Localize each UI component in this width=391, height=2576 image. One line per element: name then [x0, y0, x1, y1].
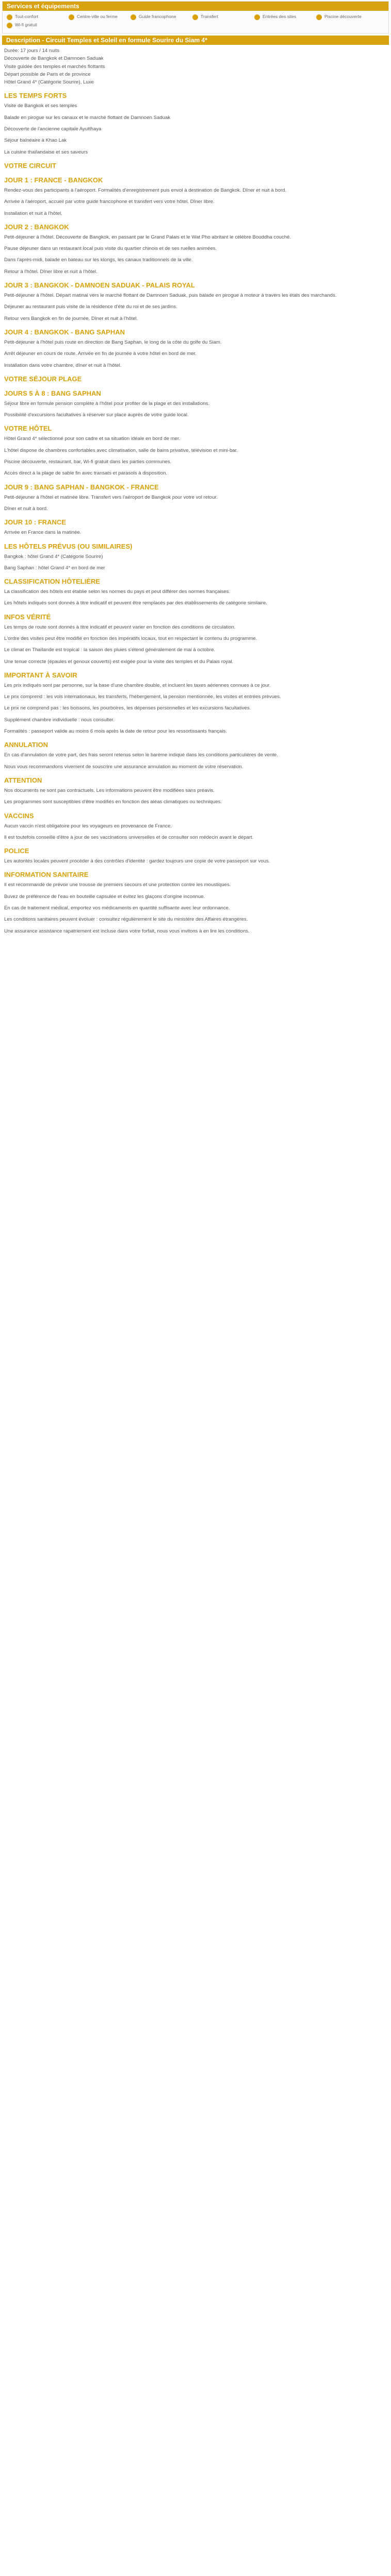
section-paragraph: L'hôtel dispose de chambres confortables avec climatisation, salle de bains privative, télévision et mini-bar.	[4, 447, 238, 453]
section-paragraph: L'ordre des visites peut être modifié en fonction des impératifs locaux, tout en respectant le contenu du programme.	[4, 635, 257, 641]
intro-line: Découverte de Bangkok et Damnoen Saduak	[4, 56, 104, 62]
section-paragraph: Aucun vaccin n'est obligatoire pour les voyageurs en provenance de France.	[4, 823, 172, 829]
section-paragraph: Arrêt déjeuner en cours de route. Arrivée en fin de journée à votre hôtel en bord de mer.	[4, 351, 197, 357]
section-paragraph: Supplément chambre individuelle : nous consulter.	[4, 717, 115, 723]
intro-line: Durée: 17 jours / 14 nuits	[4, 48, 60, 54]
services-list	[3, 11, 388, 29]
section-paragraph: Buvez de préférence de l'eau en bouteille capsulée et évitez les glaçons d'origine inconnue.	[4, 893, 205, 900]
section-paragraph: Installation dans votre chambre, dîner et nuit à l'hôtel.	[4, 362, 122, 368]
section-title: INFORMATION SANITAIRE	[4, 871, 89, 879]
temple-icon	[254, 14, 260, 20]
section-paragraph: Petit-déjeuner à l'hôtel. Découverte de Bangkok, en passant par le Grand Palais et le Wat Pho abritant le célèbre Bouddha couché.	[4, 234, 291, 240]
service-item	[254, 13, 316, 21]
section-paragraph: Séjour balnéaire à Khao Lak	[4, 138, 67, 144]
program-intro	[4, 47, 387, 86]
section-paragraph: Petit-déjeuner à l'hôtel. Départ matinal vers le marché flottant de Damnoen Saduak, puis balade en pirogue à moteur à travers les étals des marchands.	[4, 293, 337, 299]
section-title: VOTRE CIRCUIT	[4, 161, 57, 170]
section-paragraph: Possibilité d'excursions facultatives à réserver sur place auprès de votre guide local.	[4, 412, 189, 418]
section-title: JOUR 2 : BANGKOK	[4, 223, 69, 231]
building-icon	[69, 14, 74, 20]
section-paragraph: Le prix comprend : les vols internationaux, les transferts, l'hébergement, la pension mentionnée, les visites et entrées prévues.	[4, 694, 281, 700]
service-label: Transfert	[201, 14, 218, 20]
section-paragraph: Petit-déjeuner à l'hôtel et matinée libre. Transfert vers l'aéroport de Bangkok pour votre vol retour.	[4, 494, 218, 500]
section-paragraph: Une tenue correcte (épaules et genoux couverts) est exigée pour la visite des temples et du Palais royal.	[4, 658, 234, 665]
section-paragraph: Retour vers Bangkok en fin de journée. Dîner et nuit à l'hôtel.	[4, 315, 138, 321]
section-title: POLICE	[4, 847, 29, 855]
pool-icon	[316, 14, 322, 20]
section-paragraph: Bangkok : hôtel Grand 4* (Catégorie Sourire)	[4, 553, 103, 560]
section-title: JOUR 9 : BANG SAPHAN - BANGKOK - FRANCE	[4, 483, 159, 491]
section-paragraph: Les temps de route sont donnés à titre indicatif et peuvent varier en fonction des conditions de circulation.	[4, 624, 236, 630]
program-title: Description - Circuit Temples et Soleil en formule Sourire du Siam 4*	[2, 36, 389, 45]
services-title: Services et équipements	[3, 2, 388, 11]
section-paragraph: Rendez-vous des participants à l'aéroport. Formalités d'enregistrement puis envol à destination de Bangkok. Dîner et nuit à bord.	[4, 187, 287, 193]
section-title: JOUR 3 : BANGKOK - DAMNOEN SADUAK - PALAIS ROYAL	[4, 281, 195, 290]
section-title: JOUR 10 : FRANCE	[4, 518, 66, 527]
service-label: Guide francophone	[139, 14, 176, 20]
section-paragraph: En cas de traitement médical, emportez vos médicaments en quantité suffisante avec leur ordonnance.	[4, 905, 230, 911]
bed-icon	[7, 14, 12, 20]
section-title: ATTENTION	[4, 776, 42, 784]
section-paragraph: Arrivée à l'aéroport, accueil par votre guide francophone et transfert vers votre hôtel. Dîner libre.	[4, 199, 215, 205]
service-item	[316, 13, 378, 21]
section-paragraph: Les conditions sanitaires peuvent évoluer : consultez régulièrement le site du ministère des Affaires étrangères.	[4, 917, 248, 923]
services-box	[2, 1, 389, 33]
wifi-icon	[7, 23, 12, 28]
guide-icon	[131, 14, 136, 20]
section-paragraph: Il est toutefois conseillé d'être à jour de ses vaccinations universelles et de consulter son médecin avant le départ.	[4, 834, 254, 840]
section-paragraph: Découverte de l'ancienne capitale Ayutthaya	[4, 126, 102, 132]
section-paragraph: Balade en pirogue sur les canaux et le marché flottant de Damnoen Saduak	[4, 114, 171, 121]
section-paragraph: Nous vous recommandons vivement de souscrire une assurance annulation au moment de votre réservation.	[4, 764, 243, 770]
service-label: Piscine découverte	[324, 14, 362, 20]
section-title: LES TEMPS FORTS	[4, 92, 67, 100]
program-content	[0, 45, 391, 935]
section-paragraph: La cuisine thaïlandaise et ses saveurs	[4, 149, 88, 155]
program-sections	[4, 91, 387, 935]
service-item	[192, 13, 254, 21]
section-title: VACCINS	[4, 811, 34, 820]
section-paragraph: Une assurance assistance rapatriement est incluse dans votre forfait, nous vous invitons à en lire les conditions.	[4, 928, 250, 934]
service-item	[7, 13, 69, 21]
section-paragraph: Hôtel Grand 4* sélectionné pour son cadre et sa situation idéale en bord de mer.	[4, 436, 181, 442]
section-paragraph: Les autorités locales peuvent procéder à des contrôles d'identité : gardez toujours une copie de votre passeport sur vous.	[4, 858, 270, 865]
section-paragraph: Formalités : passeport valide au moins 6 mois après la date de retour pour les ressortissants français.	[4, 728, 227, 735]
section-title: VOTRE HÔTEL	[4, 425, 52, 433]
section-title: LES HÔTELS PRÉVUS (OU SIMILAIRES)	[4, 542, 133, 550]
car-icon	[192, 14, 198, 20]
section-paragraph: En cas d'annulation de votre part, des frais seront retenus selon le barème indiqué dans les conditions particulières de vente.	[4, 752, 278, 758]
section-paragraph: Arrivée en France dans la matinée.	[4, 530, 82, 536]
service-label: Centre-ville ou ferme	[77, 14, 118, 20]
section-paragraph: Le climat en Thaïlande est tropical : la saison des pluies s'étend généralement de mai à octobre.	[4, 647, 216, 653]
section-paragraph: Les prix indiqués sont par personne, sur la base d'une chambre double, et incluent les taxes aériennes connues à ce jour.	[4, 682, 271, 688]
section-paragraph: Il est recommandé de prévoir une trousse de premiers secours et une protection contre les moustiques.	[4, 882, 231, 888]
section-title: JOUR 1 : FRANCE - BANGKOK	[4, 176, 103, 184]
section-paragraph: Pause déjeuner dans un restaurant local puis visite du quartier chinois et de ses ruelles animées.	[4, 246, 217, 252]
section-paragraph: Déjeuner au restaurant puis visite de la résidence d'été du roi et de ses jardins.	[4, 304, 177, 310]
section-title: JOURS 5 À 8 : BANG SAPHAN	[4, 389, 101, 397]
section-paragraph: Les hôtels indiqués sont donnés à titre indicatif et peuvent être remplacés par des établissements de catégorie similaire.	[4, 600, 267, 606]
section-paragraph: Le prix ne comprend pas : les boissons, les pourboires, les dépenses personnelles et les excursions facultatives.	[4, 705, 251, 711]
section-paragraph: Installation et nuit à l'hôtel.	[4, 210, 62, 216]
section-paragraph: Retour à l'hôtel. Dîner libre et nuit à l'hôtel.	[4, 268, 97, 275]
section-paragraph: Petit-déjeuner à l'hôtel puis route en direction de Bang Saphan, le long de la côte du golfe du Siam.	[4, 339, 222, 345]
section-title: CLASSIFICATION HÔTELIÈRE	[4, 578, 101, 586]
service-item	[69, 13, 131, 21]
intro-line: Hôtel Grand 4* (Catégorie Sourire), Luxe	[4, 79, 94, 86]
section-paragraph: Piscine découverte, restaurant, bar, Wi-fi gratuit dans les parties communes.	[4, 459, 172, 465]
service-item	[7, 21, 69, 29]
service-label: Tout-confort	[15, 14, 38, 20]
section-paragraph: Visite de Bangkok et ses temples	[4, 103, 77, 109]
service-item	[131, 13, 192, 21]
section-title: ANNULATION	[4, 741, 48, 749]
intro-line: Départ possible de Paris et de province	[4, 71, 91, 77]
section-paragraph: Accès direct à la plage de sable fin avec transats et parasols à disposition.	[4, 470, 168, 477]
section-paragraph: Séjour libre en formule pension complète à l'hôtel pour profiter de la plage et des installations.	[4, 400, 210, 406]
section-title: VOTRE SÉJOUR PLAGE	[4, 375, 82, 383]
section-paragraph: Nos documents ne sont pas contractuels. Les informations peuvent être modifiées sans préavis.	[4, 787, 215, 793]
service-label: Entrées des sites	[263, 14, 297, 20]
section-title: JOUR 4 : BANGKOK - BANG SAPHAN	[4, 328, 125, 336]
service-label: Wi-fi gratuit	[15, 22, 37, 28]
intro-line: Visite guidée des temples et marchés flottants	[4, 63, 105, 70]
section-paragraph: Dîner et nuit à bord.	[4, 505, 48, 512]
section-title: INFOS VÉRITÉ	[4, 613, 51, 621]
section-paragraph: Bang Saphan : hôtel Grand 4* en bord de mer	[4, 565, 105, 571]
section-title: IMPORTANT À SAVOIR	[4, 671, 77, 679]
section-paragraph: La classification des hôtels est établie selon les normes du pays et peut différer des normes françaises.	[4, 589, 231, 595]
section-paragraph: Les programmes sont susceptibles d'être modifiés en fonction des aléas climatiques ou techniques.	[4, 799, 222, 805]
section-paragraph: Dans l'après-midi, balade en bateau sur les klongs, les canaux traditionnels de la ville.	[4, 257, 193, 263]
